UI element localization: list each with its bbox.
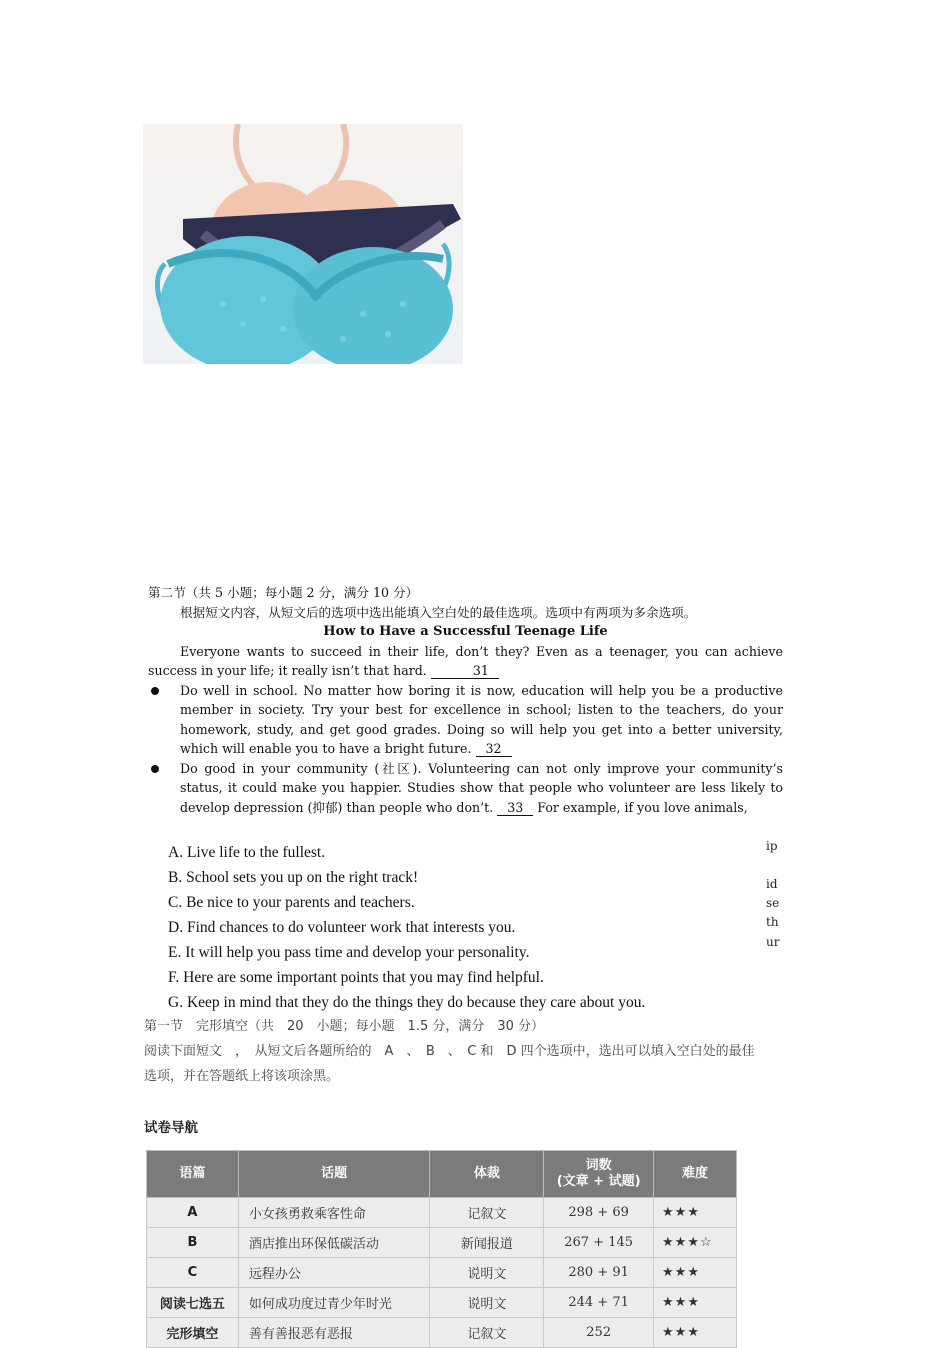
cell-words: 244 + 71 xyxy=(544,1288,654,1318)
edge-fragment: ur xyxy=(766,935,780,949)
cell-passage: B xyxy=(147,1228,239,1258)
edge-fragment: ip xyxy=(766,839,778,853)
cell-genre: 记叙文 xyxy=(430,1198,544,1228)
cell-words: 252 xyxy=(544,1318,654,1348)
section2-heading: 第二节（共 5 小题；每小题 2 分，满分 10 分） xyxy=(148,585,419,600)
passage-title: How to Have a Successful Teenage Life xyxy=(323,624,608,639)
header-genre: 体裁 xyxy=(430,1151,544,1198)
cell-passage: A xyxy=(147,1198,239,1228)
cell-topic: 远程办公 xyxy=(238,1258,430,1288)
bullet-2-text: Do good in your community (社区). Volunteering can not only improve your community’s status, it could make you happier. Studies show that people who volunteer are less likely to develop depression (抑郁) than people who don’t. xyxy=(180,760,783,815)
bullet-item-1 xyxy=(148,681,783,759)
header-word-count-2: (文章 + 试题) xyxy=(556,1174,641,1189)
navigation-title: 试卷导航 xyxy=(144,1120,198,1136)
cloze-instruction-1: 阅读下面短文 ， 从短文后各题所给的 A 、 B 、 C 和 D 四个选项中，选出可以填入空白处的最佳 xyxy=(144,1044,755,1059)
passage-intro xyxy=(148,642,783,681)
table-row xyxy=(147,1198,737,1228)
cell-passage: 阅读七选五 xyxy=(147,1288,239,1318)
blank-31: 31 xyxy=(431,664,499,679)
bra-photo-drawing xyxy=(143,124,463,364)
bullet-2-tail: For example, if you love animals, xyxy=(537,799,748,815)
intro-text: Everyone wants to succeed in their life, don’t they? Even as a teenager, you can achieve success in your life; it really isn’t that hard. xyxy=(148,643,783,678)
cell-passage: 完形填空 xyxy=(147,1318,239,1348)
option-c: C. Be nice to your parents and teachers. xyxy=(168,894,415,911)
edge-fragment: th xyxy=(766,915,779,929)
cell-topic: 如何成功度过青少年时光 xyxy=(238,1288,430,1318)
cell-words: 280 + 91 xyxy=(544,1258,654,1288)
header-word-count xyxy=(544,1151,654,1198)
cell-topic: 小女孩勇救乘客性命 xyxy=(238,1198,430,1228)
edge-fragment: id xyxy=(766,877,778,891)
blank-32: 32 xyxy=(476,742,512,757)
table-row xyxy=(147,1288,737,1318)
bullet-item-2 xyxy=(148,759,783,818)
table-header-row xyxy=(147,1151,737,1198)
bullet-dot xyxy=(151,765,159,773)
edge-fragment: se xyxy=(766,896,780,910)
option-a: A. Live life to the fullest. xyxy=(168,844,326,861)
cell-topic: 酒店推出环保低碳活动 xyxy=(238,1228,430,1258)
bullet-1-text: Do well in school. No matter how boring it is now, education will help you be a productive member in society. Try your best for excellence in school; listen to the teachers, do your homework, study, and get good grades. Doing so will help you get into a better university, which will enable you to have a bright future. xyxy=(180,682,783,756)
cell-difficulty: ★★★ xyxy=(654,1258,737,1288)
table-row xyxy=(147,1228,737,1258)
cell-topic: 善有善报恶有恶报 xyxy=(238,1318,430,1348)
table-row xyxy=(147,1318,737,1348)
bullet-dot xyxy=(151,687,159,695)
header-difficulty: 难度 xyxy=(654,1151,737,1198)
option-f: F. Here are some important points that you may find helpful. xyxy=(168,969,544,986)
cell-words: 267 + 145 xyxy=(544,1228,654,1258)
header-word-count-1: 词数 xyxy=(585,1158,612,1173)
cell-genre: 说明文 xyxy=(430,1258,544,1288)
cell-difficulty: ★★★☆ xyxy=(654,1228,737,1258)
options-list xyxy=(168,840,788,1015)
blank-33: 33 xyxy=(497,801,533,816)
cloze-heading: 第一节 完形填空（共 20 小题；每小题 1.5 分，满分 30 分） xyxy=(144,1019,545,1034)
cloze-instruction-2: 选项，并在答题纸上将该项涂黑。 xyxy=(144,1069,340,1084)
option-b: B. School sets you up on the right track! xyxy=(168,869,419,886)
option-d: D. Find chances to do volunteer work that interests you. xyxy=(168,919,516,936)
cell-words: 298 + 69 xyxy=(544,1198,654,1228)
table-row xyxy=(147,1258,737,1288)
navigation-table xyxy=(146,1150,737,1348)
option-g: G. Keep in mind that they do the things they do because they care about you. xyxy=(168,994,646,1011)
cell-passage: C xyxy=(147,1258,239,1288)
cell-genre: 说明文 xyxy=(430,1288,544,1318)
cell-genre: 新闻报道 xyxy=(430,1228,544,1258)
section2-passage xyxy=(148,583,783,817)
cell-difficulty: ★★★ xyxy=(654,1318,737,1348)
section2-instruction: 根据短文内容，从短文后的选项中选出能填入空白处的最佳选项。选项中有两项为多余选项。 xyxy=(180,604,697,620)
cell-difficulty: ★★★ xyxy=(654,1198,737,1228)
cell-difficulty: ★★★ xyxy=(654,1288,737,1318)
header-passage: 语篇 xyxy=(147,1151,239,1198)
option-e: E. It will help you pass time and develop your personality. xyxy=(168,944,530,961)
product-photo xyxy=(143,124,463,364)
cell-genre: 记叙文 xyxy=(430,1318,544,1348)
header-topic: 话题 xyxy=(238,1151,430,1198)
